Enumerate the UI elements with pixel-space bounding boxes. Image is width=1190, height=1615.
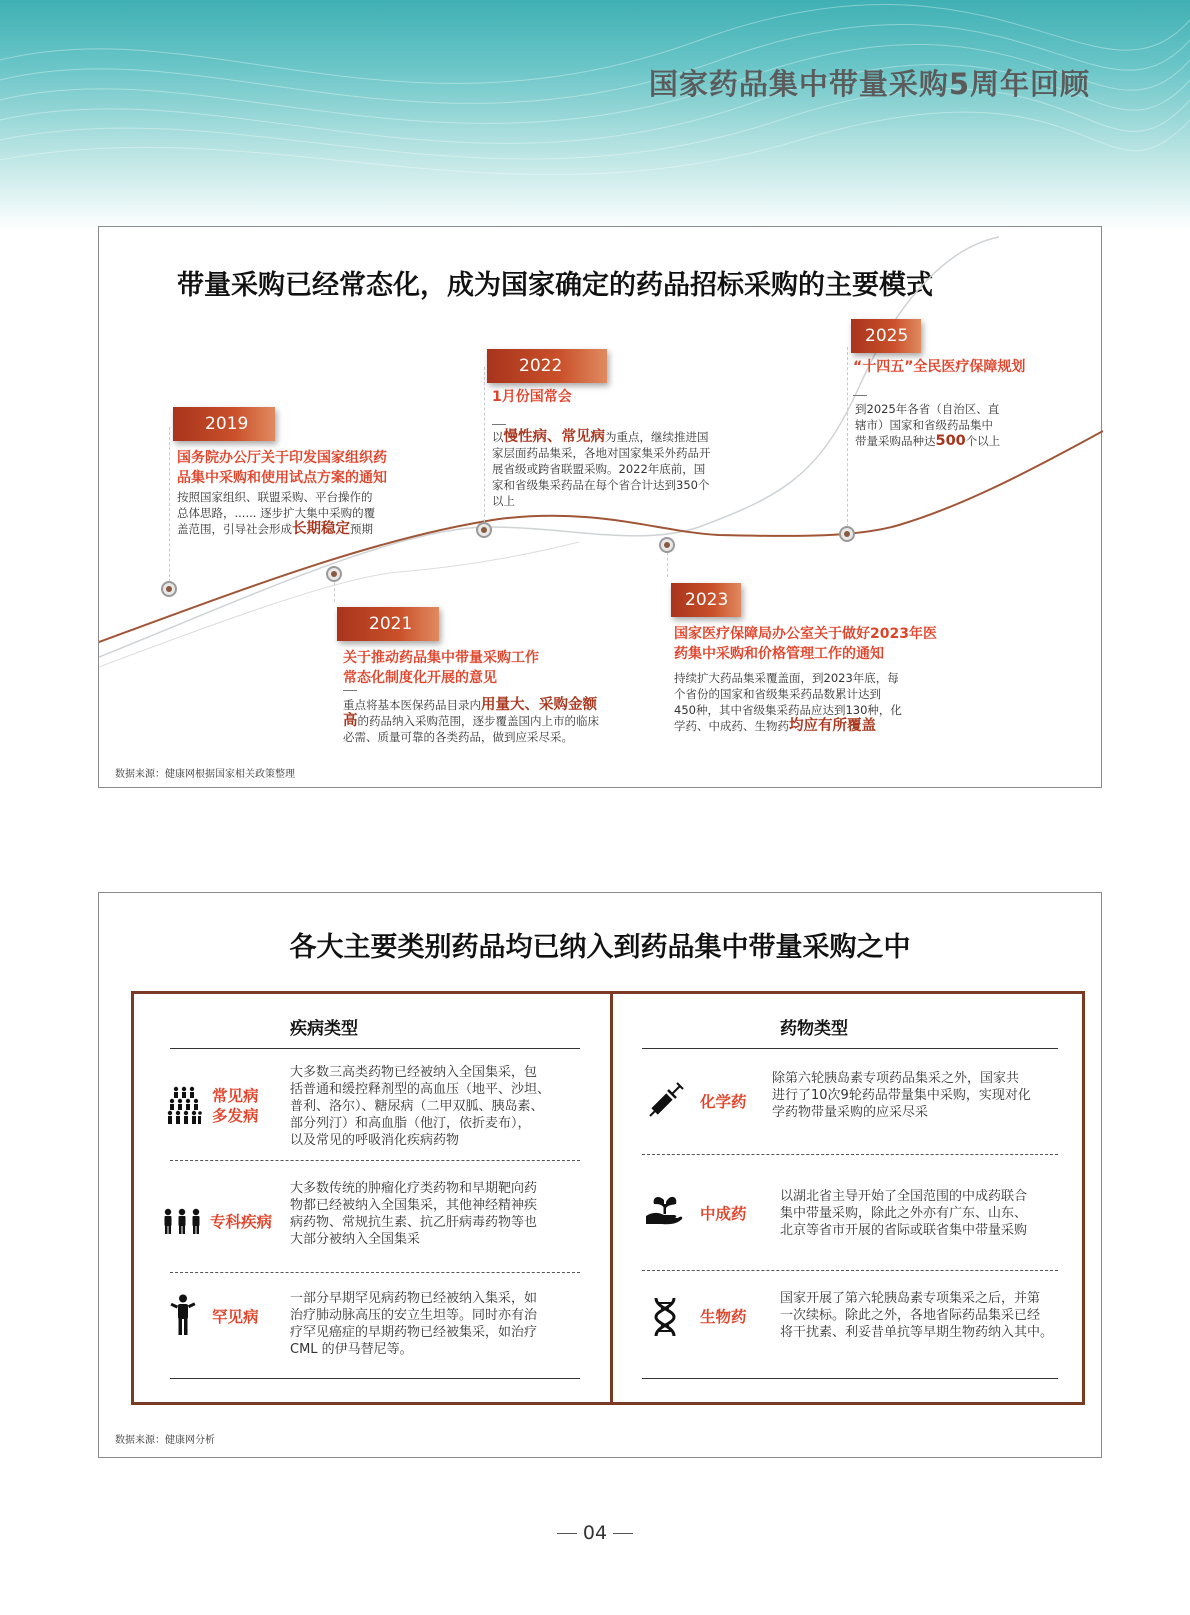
- desc-line: 一次续标。除此之外，各地省际药品集采已经: [780, 1308, 1041, 1323]
- page-number-value: 04: [582, 1522, 608, 1544]
- event-2025-body-line3-post: 个以上: [965, 434, 1001, 448]
- desc-line: 部分列汀）和高血脂（他汀，依折麦布），: [290, 1116, 531, 1131]
- desc-chemical-drug: [772, 1070, 1031, 1121]
- desc-line: CML 的伊马替尼等。: [290, 1342, 413, 1357]
- page-header-title: 国家药品集中带量采购5周年回顾: [648, 67, 1090, 101]
- event-2022-body: [492, 429, 711, 509]
- event-2025-body-line1: 到2025年各省（自治区、直: [855, 402, 1000, 416]
- event-2021-highlight-2: 高: [343, 713, 358, 729]
- desc-line: 除第六轮胰岛素专项药品集采之外，国家共: [772, 1071, 1020, 1086]
- desc-common-disease: [290, 1064, 550, 1149]
- event-2021-highlight: 用量大、采购金额: [481, 697, 597, 713]
- timeline-title: 带量采购已经常态化，成为国家确定的药品招标采购的主要模式: [177, 270, 933, 301]
- event-2023-body: [674, 670, 902, 734]
- event-2019-title: [177, 448, 387, 488]
- event-2023-body-line2: 个省份的国家和省级集采药品数累计达到: [674, 687, 881, 701]
- desc-line: 国家开展了第六轮胰岛素专项集采之后，并第: [780, 1291, 1041, 1306]
- event-2022-body-line1-pre: 以: [492, 430, 504, 444]
- page-number: [0, 1522, 1190, 1544]
- header-background: [0, 0, 1190, 230]
- event-2025-title: “十四五”全民医疗保障规划: [853, 359, 1026, 375]
- left-row-divider-1: [170, 1160, 580, 1161]
- desc-line: 大部分被纳入全国集采: [290, 1232, 421, 1247]
- category-specialty-disease: 专科疾病: [210, 1213, 273, 1231]
- drug-type-header: 药物类型: [780, 1019, 848, 1039]
- desc-line: 进行了10次9轮药品带量集中采购，实现对化: [772, 1088, 1031, 1103]
- desc-line: 以及常见的呼吸消化疾病药物: [290, 1133, 460, 1148]
- desc-rare-disease: [290, 1290, 537, 1358]
- desc-tcm-drug: [780, 1188, 1027, 1239]
- category-chemical-drug: 化学药: [700, 1093, 747, 1111]
- event-2019-body: [177, 489, 375, 537]
- event-2021-title-line1: 关于推动药品集中带量采购工作: [343, 650, 539, 666]
- syringe-icon: [644, 1082, 684, 1122]
- event-2022-body-line1-post: 为重点，继续推进国: [605, 430, 709, 444]
- left-top-rule: [170, 1048, 580, 1049]
- event-2023-body-line1: 持续扩大药品集采覆盖面，到2023年底，每: [674, 671, 899, 685]
- desc-line: 物都已经被纳入全国集采，其他神经精神疾: [290, 1198, 538, 1213]
- table-divider: [610, 994, 613, 1402]
- desc-line: 病药物、常规抗生素、抗乙肝病毒药物等也: [290, 1215, 538, 1230]
- event-2025-body: [855, 401, 1000, 449]
- event-2019-highlight: 长期稳定: [292, 521, 350, 537]
- right-bottom-rule: [642, 1378, 1058, 1379]
- timeline-source: 数据来源：健康网根据国家相关政策整理: [115, 769, 295, 780]
- event-2023-body-line3: 450种，其中省级集采药品应达到130种，化: [674, 703, 902, 717]
- page-number-line-left: [557, 1533, 577, 1534]
- category-common-disease-line1: 常见病: [212, 1087, 259, 1105]
- family-icon: [162, 1208, 202, 1234]
- event-2019-body-line1: 按照国家组织、联盟采购、平台操作的: [177, 490, 373, 504]
- event-2021-body: [343, 697, 599, 745]
- person-icon: [170, 1294, 196, 1336]
- crowd-icon: [166, 1086, 202, 1126]
- event-2025-body-line2: 辖市）国家和省级药品集中: [855, 418, 993, 432]
- event-2019-title-line2: 品集中采购和使用试点方案的通知: [177, 470, 387, 486]
- timeline-panel: [98, 226, 1102, 788]
- category-common-disease: [212, 1086, 259, 1126]
- event-2025-body-line3-pre: 带量采购品种达: [855, 434, 936, 448]
- event-2021-title-line2: 常态化制度化开展的意见: [343, 670, 497, 686]
- desc-specialty-disease: [290, 1180, 537, 1248]
- desc-line: 北京等省市开展的省际或联省集中带量采购: [780, 1223, 1028, 1238]
- event-2023-title: [674, 624, 937, 664]
- desc-line: 集中带量采购，除此之外亦有广东、山东、: [780, 1206, 1028, 1221]
- desc-line: 学药物带量采购的应采尽采: [772, 1105, 929, 1120]
- event-2023-highlight: 均应有所覆盖: [789, 718, 876, 734]
- category-rare-disease: 罕见病: [212, 1308, 259, 1326]
- disease-type-header: 疾病类型: [290, 1019, 358, 1039]
- categories-table: [131, 991, 1085, 1405]
- desc-line: 括普通和缓控释剂型的高血压（地平、沙坦、: [290, 1082, 551, 1097]
- right-row-divider-1: [642, 1154, 1058, 1155]
- category-common-disease-line2: 多发病: [212, 1107, 259, 1125]
- category-tcm-drug: 中成药: [700, 1205, 747, 1223]
- event-2021-body-line1-pre: 重点将基本医保药品目录内: [343, 698, 481, 712]
- event-2022-body-line5: 以上: [492, 494, 515, 508]
- wave-pattern: [0, 0, 1190, 230]
- event-2022-dash: [492, 424, 506, 425]
- desc-line: 普利、洛尔）、糖尿病（二甲双胍、胰岛素、: [290, 1099, 544, 1114]
- event-2019-body-line2: 总体思路，...... 逐步扩大集中采购的覆: [177, 506, 376, 520]
- event-2025-dash: [853, 395, 867, 396]
- categories-title: 各大主要类别药品均已纳入到药品集中带量采购之中: [289, 932, 911, 963]
- event-2019-body-line3: [177, 521, 375, 537]
- event-2021-title: [343, 648, 539, 688]
- event-2021-body-line3: 必需、质量可靠的各类药品，做到应采尽采。: [343, 730, 573, 744]
- year-badge-2023: 2023: [671, 583, 741, 617]
- event-2025-body-line3: [855, 433, 1000, 449]
- event-2019-title-line1: 国务院办公厅关于印发国家组织药: [177, 450, 387, 466]
- event-2022-body-line1: [492, 429, 711, 445]
- right-top-rule: [642, 1048, 1058, 1049]
- left-bottom-rule: [170, 1378, 580, 1379]
- event-2023-body-line4-pre: 学药、中成药、生物药: [674, 719, 789, 733]
- event-2023-title-line2: 药集中采购和价格管理工作的通知: [674, 646, 884, 662]
- event-2021-body-line2: [343, 713, 599, 729]
- desc-line: 治疗肺动脉高压的安立生坦等。同时亦有治: [290, 1308, 538, 1323]
- event-2022-body-line2: 家层面药品集采，各地对国家集采外药品开: [492, 446, 711, 460]
- desc-line: 以湖北省主导开始了全国范围的中成药联合: [780, 1189, 1028, 1204]
- event-2023-body-line4: [674, 718, 902, 734]
- categories-panel: [98, 892, 1102, 1458]
- event-2025-highlight: 500: [935, 433, 966, 449]
- desc-line: 一部分早期罕见病药物已经被纳入集采，如: [290, 1291, 538, 1306]
- category-biologic-drug: 生物药: [700, 1308, 747, 1326]
- desc-line: 大多数传统的肿瘤化疗类药物和早期靶向药: [290, 1181, 538, 1196]
- categories-source: 数据来源：健康网分析: [115, 1435, 215, 1446]
- event-2023-title-line1: 国家医疗保障局办公室关于做好2023年医: [674, 626, 937, 642]
- event-2021-body-line1: [343, 697, 599, 713]
- desc-line: 疗罕见癌症的早期药物已经被集采，如治疗: [290, 1325, 538, 1340]
- desc-biologic-drug: [780, 1290, 1053, 1341]
- desc-line: 将干扰素、利妥昔单抗等早期生物药纳入其中。: [780, 1325, 1054, 1340]
- desc-line: 大多数三高类药物已经被纳入全国集采，包: [290, 1065, 538, 1080]
- event-2021-body-line2-post: 的药品纳入采购范围，逐步覆盖国内上市的临床: [357, 714, 599, 728]
- event-2022-title: 1月份国常会: [492, 389, 572, 405]
- right-row-divider-2: [642, 1270, 1058, 1271]
- year-badge-2019: 2019: [173, 407, 275, 441]
- event-2019-body-line3-pre: 盖范围，引导社会形成: [177, 522, 292, 536]
- page-number-line-right: [613, 1533, 633, 1534]
- year-badge-2021: 2021: [337, 607, 439, 641]
- event-2021-dash: [343, 690, 357, 691]
- left-row-divider-2: [170, 1272, 580, 1273]
- event-2022-body-line3: 展省级或跨省联盟采购。2022年底前，国: [492, 462, 706, 476]
- dna-icon: [652, 1296, 678, 1338]
- event-2022-body-line4: 家和省级集采药品在每个省合计达到350个: [492, 478, 710, 492]
- year-badge-2025: 2025: [851, 319, 921, 353]
- event-2019-body-line3-post: 预期: [350, 522, 373, 536]
- event-2022-highlight: 慢性病、常见病: [503, 429, 605, 445]
- plant-hand-icon: [644, 1194, 684, 1226]
- year-badge-2022: 2022: [487, 349, 607, 383]
